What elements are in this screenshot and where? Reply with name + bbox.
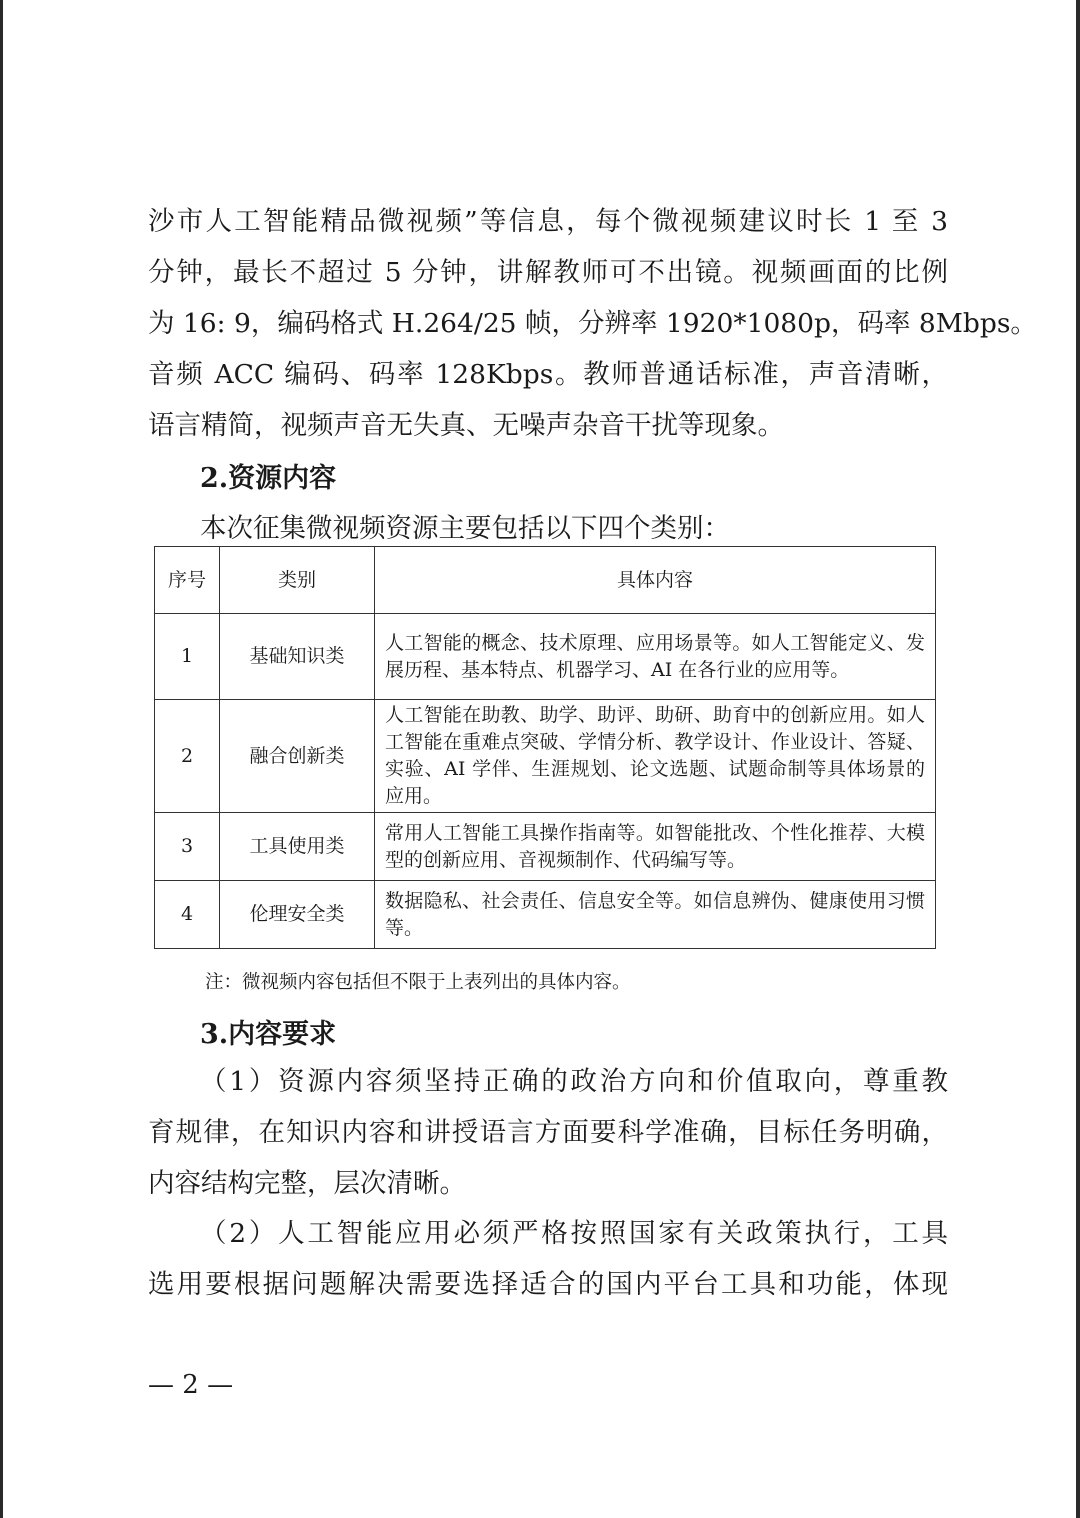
row-number: 2: [155, 700, 220, 813]
row-number: 4: [155, 881, 220, 949]
text-line: 育规律，在知识内容和讲授语言方面要科学准确，目标任务明确，: [148, 1117, 948, 1148]
category-table: [154, 546, 936, 949]
table-header-row: [155, 547, 936, 614]
text-line: 分钟，最长不超过 5 分钟，讲解教师可不出镜。视频画面的比例: [148, 257, 948, 288]
text-line: 为 16: 9，编码格式 H.264/25 帧，分辨率 1920*1080p，码率 8Mbps。: [148, 308, 1037, 339]
page-edge-left: [0, 0, 3, 1518]
table-row: [155, 614, 936, 700]
row-content: 常用人工智能工具操作指南等。如智能批改、个性化推荐、大模型的创新应用、音视频制作、代码编写等。: [375, 813, 936, 881]
row-number: 1: [155, 614, 220, 700]
row-category: 工具使用类: [220, 813, 375, 881]
row-category: 伦理安全类: [220, 881, 375, 949]
row-category: 基础知识类: [220, 614, 375, 700]
column-header-category: 类别: [220, 547, 375, 614]
page-number: — 2 —: [148, 1370, 234, 1400]
row-content: 人工智能在助教、助学、助评、助研、助育中的创新应用。如人工智能在重难点突破、学情分析、教学设计、作业设计、答疑、实验、AI 学伴、生涯规划、论文选题、试题命制等具体场景的应用。: [375, 700, 936, 813]
text-line: （2）人工智能应用必须严格按照国家有关政策执行，工具: [200, 1218, 948, 1249]
row-number: 3: [155, 813, 220, 881]
text-line: 内容结构完整，层次清晰。: [148, 1168, 466, 1199]
text-line: 音频 ACC 编码、码率 128Kbps。教师普通话标准，声音清晰，: [148, 359, 948, 390]
table-row: [155, 700, 936, 813]
table-note: 注：微视频内容包括但不限于上表列出的具体内容。: [205, 972, 631, 993]
section-heading-content-requirements: 3.内容要求: [200, 1019, 337, 1050]
paragraph-requirement-1: [148, 1056, 948, 1209]
row-content: 数据隐私、社会责任、信息安全等。如信息辨伪、健康使用习惯等。: [375, 881, 936, 949]
section-intro: 本次征集微视频资源主要包括以下四个类别：: [200, 513, 730, 544]
row-content: 人工智能的概念、技术原理、应用场景等。如人工智能定义、发展历程、基本特点、机器学习、AI 在各行业的应用等。: [375, 614, 936, 700]
page-edge-right: [1076, 0, 1080, 1518]
section-heading-resource-content: 2.资源内容: [200, 463, 337, 494]
row-category: 融合创新类: [220, 700, 375, 813]
text-line: 沙市人工智能精品微视频”等信息，每个微视频建议时长 1 至 3: [148, 206, 948, 237]
table-row: [155, 881, 936, 949]
paragraph-requirement-2: [148, 1208, 948, 1310]
column-header-content: 具体内容: [375, 547, 936, 614]
paragraph-video-specs: [148, 196, 1037, 451]
table-row: [155, 813, 936, 881]
text-line: （1）资源内容须坚持正确的政治方向和价值取向，尊重教: [200, 1066, 948, 1097]
text-line: 选用要根据问题解决需要选择适合的国内平台工具和功能，体现: [148, 1269, 948, 1300]
text-line: 语言精简，视频声音无失真、无噪声杂音干扰等现象。: [148, 410, 784, 441]
column-header-number: 序号: [155, 547, 220, 614]
